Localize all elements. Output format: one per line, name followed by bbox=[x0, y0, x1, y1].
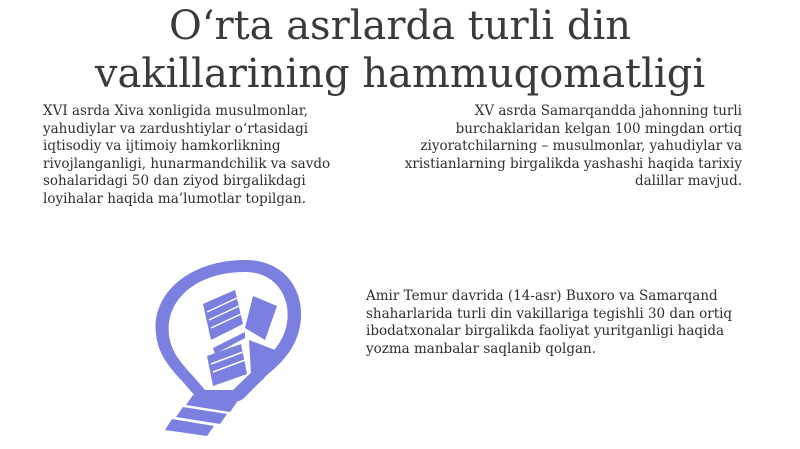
temur-paragraph: Amir Temur davrida (14-asr) Buxoro va Samarqand shaharlarida turli din vakillariga tegishli 30 dan ortiq ibodatxonalar birgalikda faoliyat yuritganligi haqida yozma manbalar saqlanib qolgan. bbox=[366, 288, 733, 357]
page-title bbox=[0, 2, 800, 98]
samarkand-paragraph: XV asrda Samarqandda jahonning turli burchaklaridan kelgan 100 mingdan ortiq ziyoratchilarning – musulmonlar, yahudiylar va xristianlarning birgalikda yashashi haqida tarixiy dalillar mavjud. bbox=[404, 103, 742, 189]
khiva-paragraph: XVI asrda Xiva xonligida musulmonlar, yahudiylar va zardushtiylar o‘rtasidagi iqtisodiy va ijtimoiy hamkorlikning rivojlanganligi, hunarmandchilik va savdo sohalaridagi 50 dan ziyod birgalikdagi loyihalar haqida ma’lumotlar topilgan. bbox=[43, 103, 331, 207]
lightbulb-with-book-icon bbox=[95, 252, 310, 437]
title-line-1: O‘rta asrlarda turli din bbox=[168, 3, 632, 49]
title-line-2: vakillarining hammuqomatligi bbox=[94, 51, 706, 97]
